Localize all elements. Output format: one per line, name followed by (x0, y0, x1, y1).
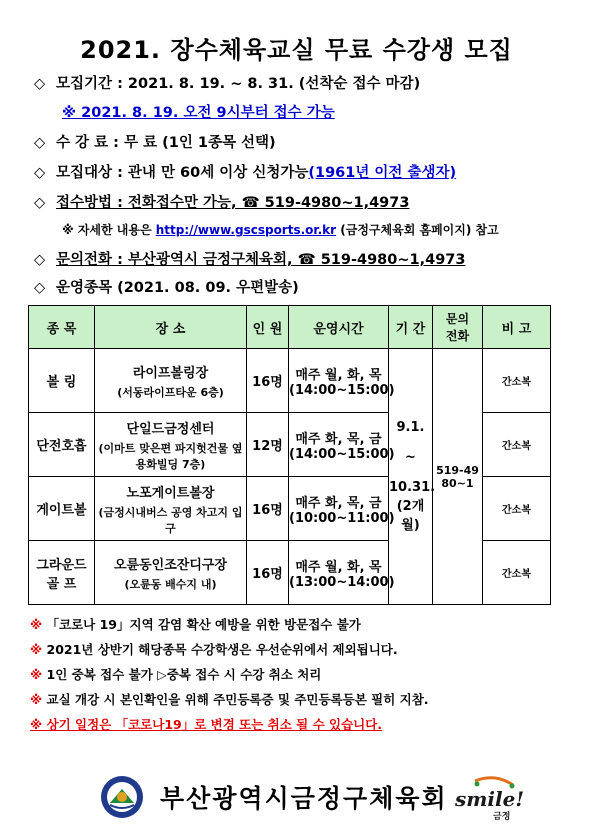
target-line: ◇ 모집대상 : 관내 만 60세 이상 신청가능(1961년 이전 출생자) (34, 165, 457, 181)
notes-list (30, 612, 429, 737)
people-cell: 12명 (247, 413, 289, 477)
header-period: 기 간 (389, 306, 433, 349)
header-sport: 종 목 (29, 306, 95, 349)
header-time: 운영시간 (289, 306, 389, 349)
people-cell: 16명 (247, 349, 289, 413)
sport-cell: 그라운드 골 프 (29, 541, 95, 605)
diamond-icon: ◇ (34, 135, 46, 151)
diamond-icon: ◇ (34, 165, 46, 181)
inquiry-line: ◇ 문의전화 : 부산광역시 금정구체육회, ☎ 519-4980~1,4973 (34, 252, 466, 268)
header-people: 인 원 (247, 306, 289, 349)
table-header-row (29, 306, 551, 349)
people-cell: 16명 (247, 477, 289, 541)
time-cell: 매주 월, 화, 목 (13:00~14:00) (289, 541, 389, 605)
fee-line: ◇ 수 강 료 : 무 료 (1인 1종목 선택) (34, 135, 276, 151)
diamond-icon: ◇ (34, 76, 46, 92)
table-row (29, 349, 551, 413)
people-cell: 16명 (247, 541, 289, 605)
sport-cell: 단전호흡 (29, 413, 95, 477)
place-cell: 노포게이트볼장 (금정시내버스 공영 차고지 입구 (95, 477, 247, 541)
place-cell: 오륜동인조잔디구장 (오륜동 배수지 내) (95, 541, 247, 605)
list-item: ※ 교실 개강 시 본인확인을 위해 주민등록증 및 주민등록등본 필히 지참. (30, 692, 429, 707)
header-phone: 문의 전화 (433, 306, 483, 349)
list-item: ※ 「코로나 19」지역 감염 확산 예방을 위한 방문접수 불가 (30, 617, 361, 632)
smile-logo: smile! 금정 (455, 775, 525, 821)
schedule-table (28, 305, 551, 605)
list-item: ※ 상기 일정은 「코로나19」로 변경 또는 취소 될 수 있습니다. (30, 717, 383, 732)
note-cell: 간소복 (483, 541, 551, 605)
diamond-icon: ◇ (34, 280, 46, 296)
note-cell: 간소복 (483, 349, 551, 413)
list-item: ※ 1인 중복 접수 불가 ▷중복 접수 시 수강 취소 처리 (30, 667, 322, 682)
emblem-icon (100, 775, 144, 819)
period-note: ※ 2021. 8. 19. 오전 9시부터 접수 가능 (62, 105, 335, 121)
time-cell: 매주 화, 목, 금 (14:00~15:00) (289, 413, 389, 477)
period-cell: 9.1. ~ 10.31. (2개월) (389, 349, 433, 605)
diamond-icon: ◇ (34, 195, 46, 211)
phone-cell: 519-4980~1 (433, 349, 483, 605)
time-cell: 매주 월, 화, 목 (14:00~15:00) (289, 349, 389, 413)
header-place: 장 소 (95, 306, 247, 349)
diamond-icon: ◇ (34, 252, 46, 268)
sport-cell: 게이트볼 (29, 477, 95, 541)
recruit-period: ◇ 모집기간 : 2021. 8. 19. ~ 8. 31. (선착순 접수 마감) (34, 76, 421, 92)
list-item: ※ 2021년 상반기 해당종목 수강학생은 우선순위에서 제외됩니다. (30, 642, 398, 657)
org-name: 부산광역시금정구체육회 (160, 784, 448, 813)
homepage-link[interactable]: http://www.gscsports.or.kr (155, 223, 337, 237)
note-cell: 간소복 (483, 477, 551, 541)
note-cell: 간소복 (483, 413, 551, 477)
footer (0, 775, 593, 825)
page-title: 2021. 장수체육교실 무료 수강생 모집 (80, 36, 513, 64)
sport-cell: 볼 링 (29, 349, 95, 413)
birth-year-note: (1961년 이전 출생자) (308, 165, 457, 181)
place-cell: 라이프볼링장 (서동라이프타운 6층) (95, 349, 247, 413)
time-cell: 매주 화, 목, 금 (10:00~11:00) (289, 477, 389, 541)
detail-line: ※ 자세한 내용은 http://www.gscsports.or.kr (금정구체육회 홈페이지) 참고 (62, 223, 499, 237)
method-line: ◇ 접수방법 : 전화접수만 가능, ☎ 519-4980~1,4973 (34, 195, 410, 211)
header-note: 비 고 (483, 306, 551, 349)
place-cell: 단일드금정센터 (이마트 맞은편 파지헛건물 옆 용화빌딩 7층) (95, 413, 247, 477)
sports-line: ◇ 운영종목 (2021. 08. 09. 우편발송) (34, 280, 299, 296)
